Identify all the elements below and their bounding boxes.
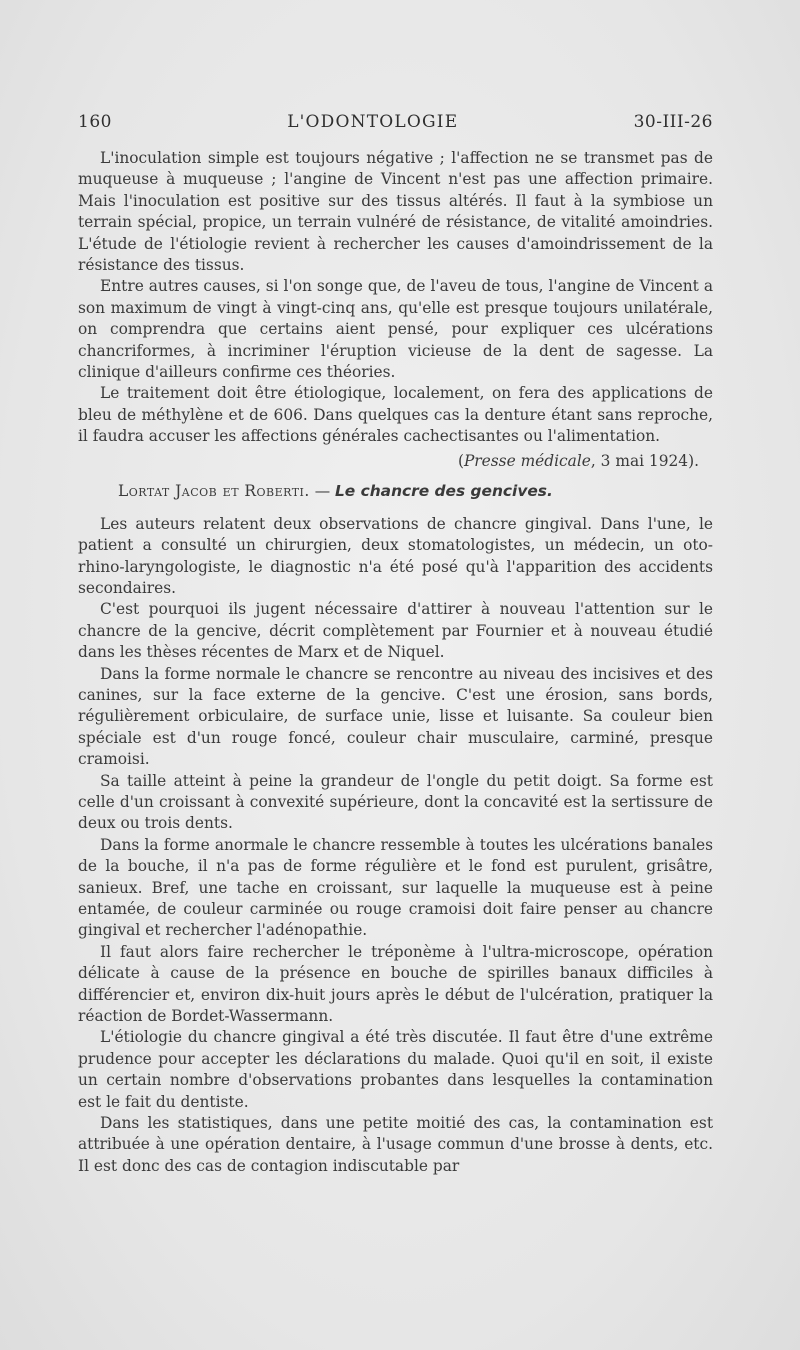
document-page: [78, 112, 713, 1177]
article-heading: [78, 480, 713, 502]
running-header: [78, 112, 713, 148]
paragraph: Dans la forme normale le chancre se rencontre au niveau des incisives et des canines, sur la face externe de la gencive. C'est une érosion, sans bords, régulièrement orbiculaire, de surface unie, lisse et luisante. Sa couleur bien spéciale est d'un rouge foncé, couleur chair musculaire, carminé, presque cramoisi.: [78, 664, 713, 769]
paragraph: C'est pourquoi ils jugent nécessaire d'attirer à nouveau l'attention sur le chancre de la gencive, décrit complètement par Fournier et à nouveau étudié dans les thèses récentes de Marx et de Niquel.: [78, 600, 713, 662]
journal-title: L'ODONTOLOGIE: [287, 112, 459, 132]
source-citation: [78, 450, 713, 472]
paragraph: Dans la forme anormale le chancre ressemble à toutes les ulcérations banales de la bouche, il n'a pas de forme régulière et le fond est purulent, grisâtre, sanieux. Bref, une tache en croissant, sur laquelle la muqueuse est à peine entamée, de couleur carminée ou rouge cramoisi doit faire penser au chancre gingival et rechercher l'adénopathie.: [78, 835, 713, 940]
paragraph: L'étiologie du chancre gingival a été très discutée. Il faut être d'une extrême prudence pour accepter les déclarations du malade. Quoi qu'il en soit, il existe un certain nombre d'observations probantes dans lesquelles la contamination est le fait du dentiste.: [78, 1028, 713, 1111]
paragraph: Il faut alors faire rechercher le tréponème à l'ultra-microscope, opération délicate à cause de la présence en bouche de spirilles banaux difficiles à différencier et, environ dix-huit jours après le début de l'ulcération, pratiquer la réaction de Bordet-Wassermann.: [78, 942, 713, 1026]
paragraph: L'inoculation simple est toujours négative ; l'affection ne se transmet pas de muqueuse à muqueuse ; l'angine de Vincent n'est pas une affection primaire. Mais l'inoculation est positive sur des tissus altérés. Il faut à la symbiose un terrain spécial, propice, un terrain vulnéré de résistance, de vitalité amoindries. L'étude de l'étiologie revient à rechercher les causes d'amoindrissement de la résistance des tissus.: [78, 149, 713, 275]
citation-date: , 3 mai 1924).: [590, 451, 699, 470]
section-vincent-angina: [78, 148, 713, 448]
paragraph: Les auteurs relatent deux observations de chancre gingival. Dans l'une, le patient a consulté un chirurgien, deux stomatologistes, un médecin, un oto-rhino-laryngologiste, le diagnostic n'a été posé qu'à l'apparition des accidents secondaires.: [78, 514, 713, 597]
paragraph: Dans les statistiques, dans une petite moitié des cas, la contamination est attribuée à une opération dentaire, à l'usage commun d'une brosse à dents, etc. Il est donc des cas de contagion indiscutable par: [78, 1114, 713, 1175]
article-authors: Lortat Jacob et Roberti.: [118, 481, 310, 500]
citation-open: (: [457, 451, 464, 470]
citation-journal: Presse médicale: [463, 451, 591, 470]
heading-separator: —: [309, 481, 335, 500]
page-number: 160: [78, 112, 112, 132]
issue-date: 30-III-26: [633, 112, 713, 132]
paragraph: Sa taille atteint à peine la grandeur de l'ongle du petit doigt. Sa forme est celle d'un croissant à convexité supérieure, dont la concavité est la sertissure de deux ou trois dents.: [78, 771, 713, 833]
article-title: Le chancre des gencives.: [335, 481, 553, 500]
article-body: [78, 514, 713, 1178]
paragraph: Entre autres causes, si l'on songe que, de l'aveu de tous, l'angine de Vincent a son maximum de vingt à vingt-cinq ans, qu'elle est presque toujours unilatérale, on comprendra que certains aient pensé, pour expliquer ces ulcérations chancriformes, à incriminer l'éruption vicieuse de la dent de sagesse. La clinique d'ailleurs confirme ces théories.: [78, 277, 713, 382]
paragraph: Le traitement doit être étiologique, localement, on fera des applications de bleu de méthylène et de 606. Dans quelques cas la denture étant sans reproche, il faudra accuser les affections générales cachectisantes ou l'alimentation.: [78, 384, 713, 446]
